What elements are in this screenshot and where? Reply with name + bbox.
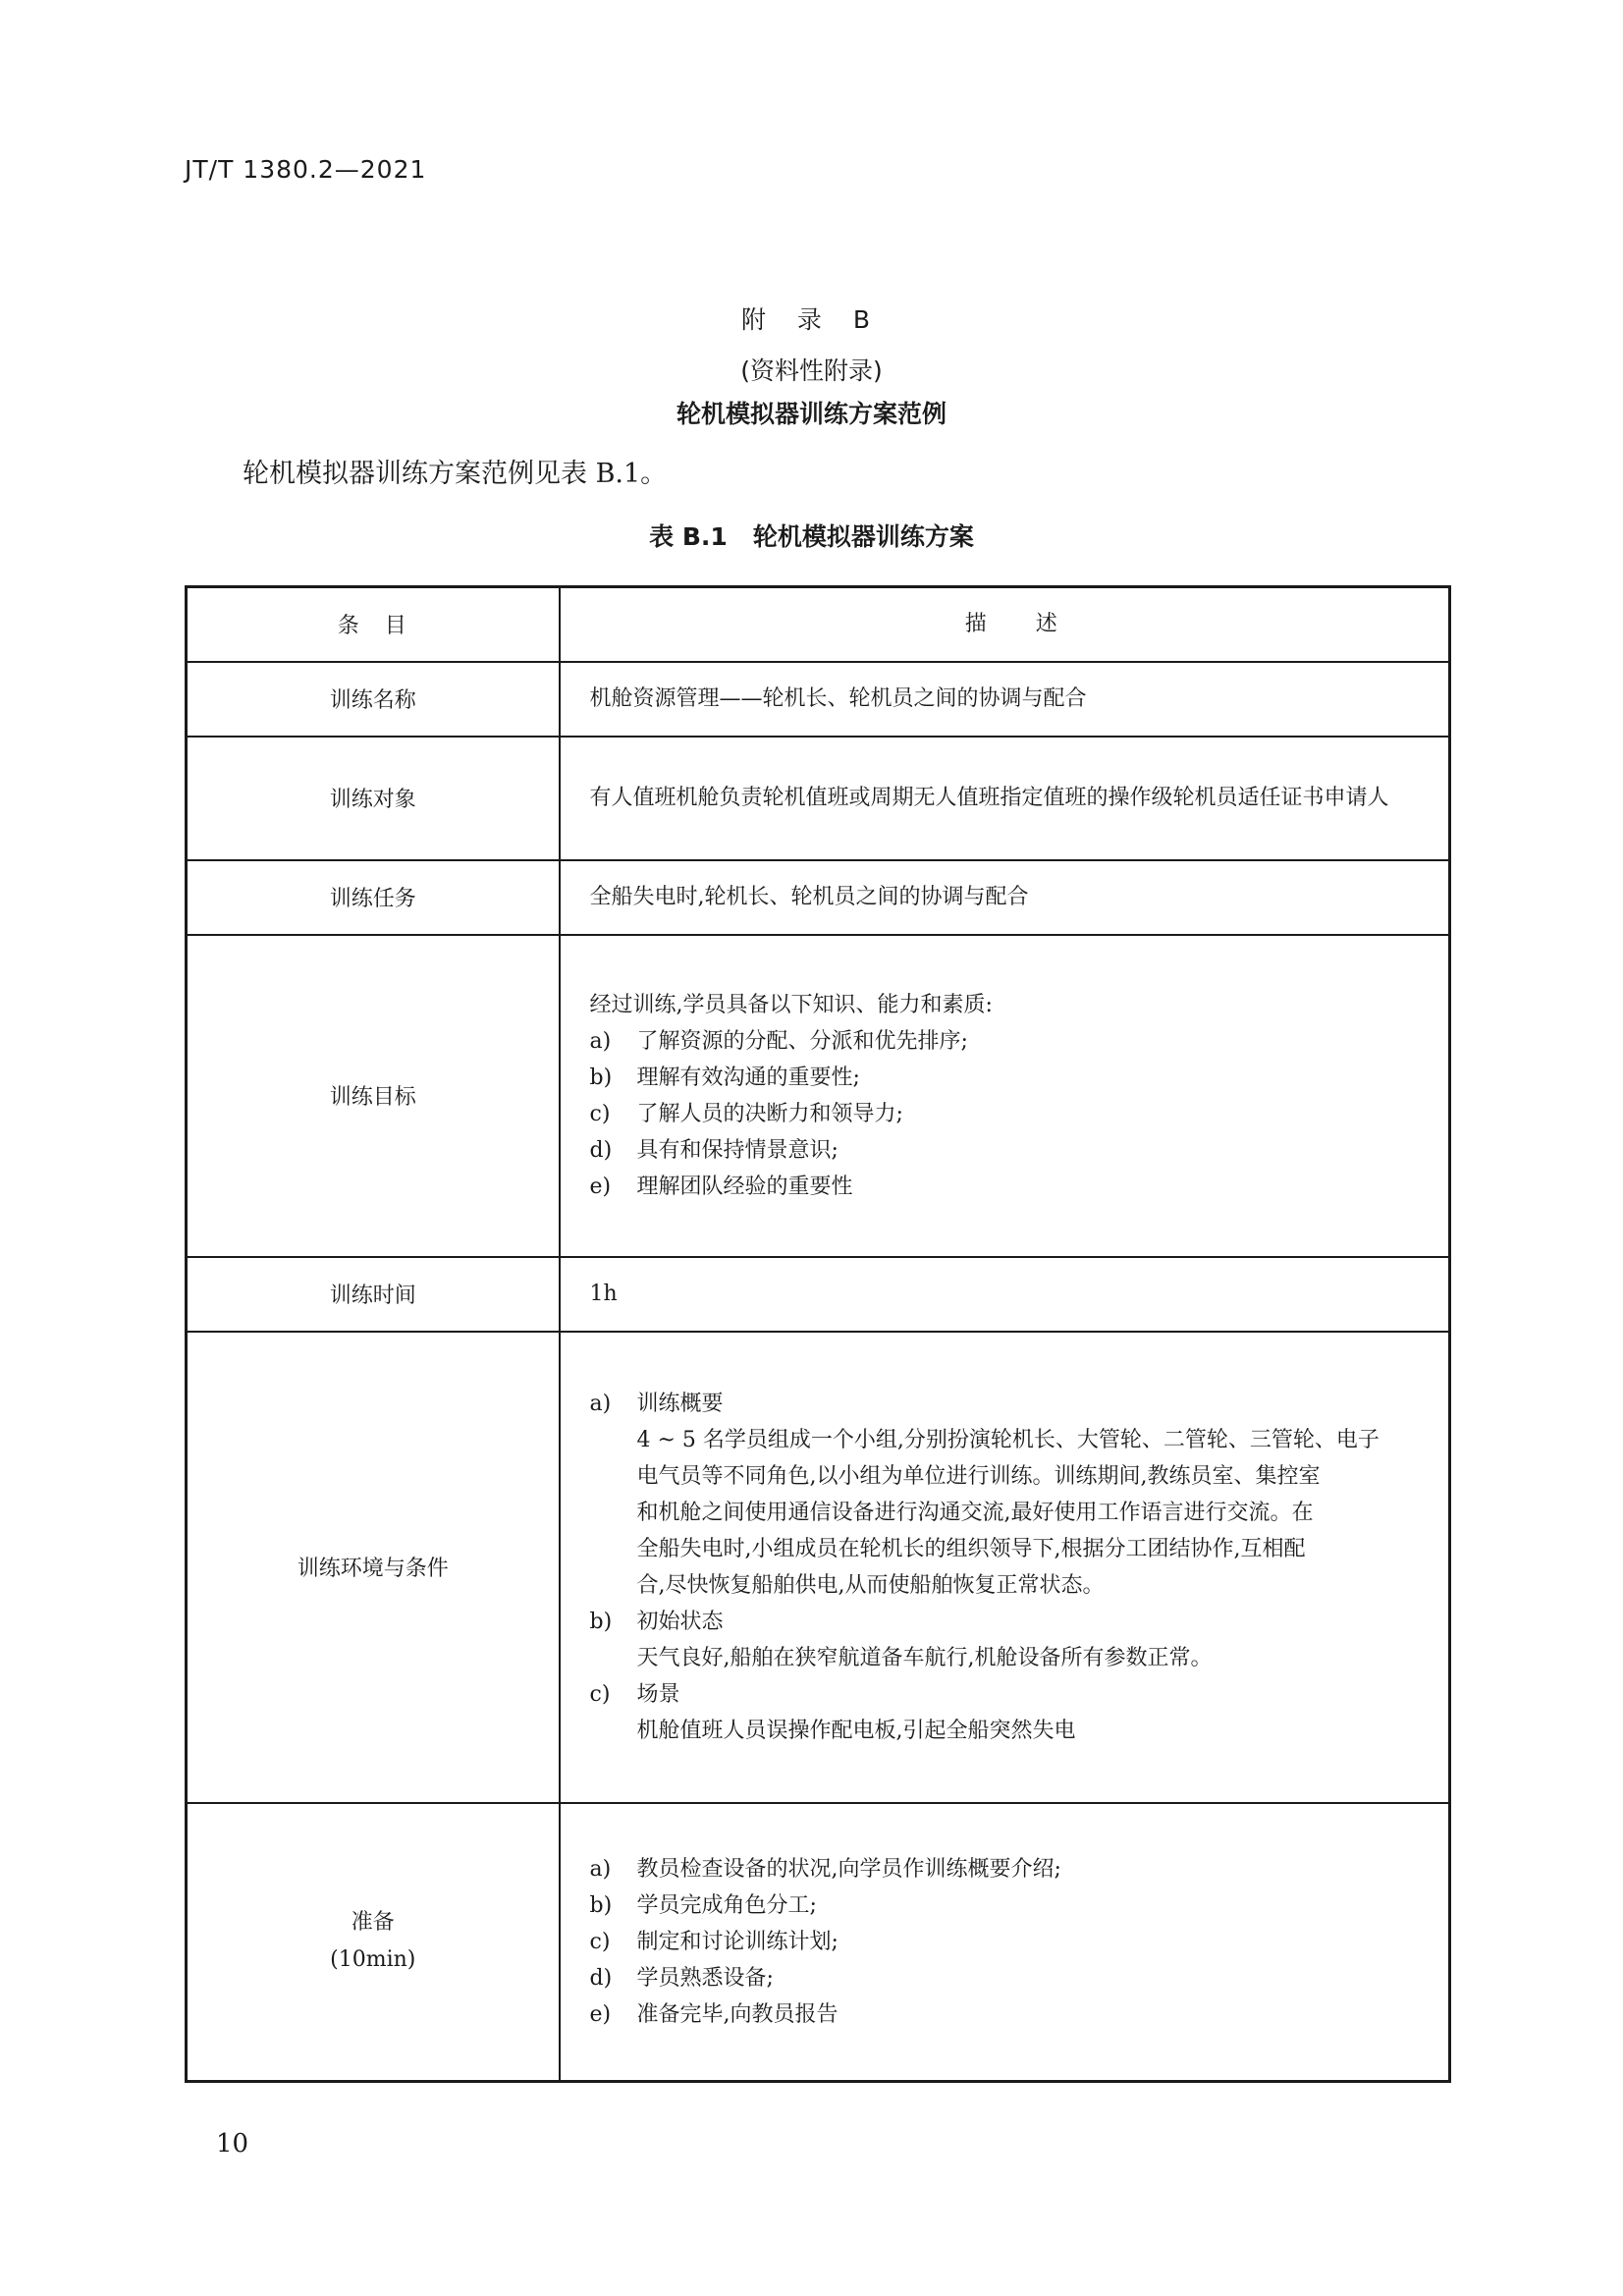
list-mark: b) [589,1609,613,1634]
list-item [590,1960,1435,1996]
list-mark: a) [589,1391,612,1416]
row-label-sub: (10min) [330,1947,416,1973]
list-detail [590,1713,1435,1749]
table-row [187,662,1450,737]
table-row [187,860,1450,935]
row-label-main: 准备 [351,1910,395,1936]
list-item [590,1676,1435,1713]
list-item [590,1169,1435,1205]
list-text: 教员检查设备的状况,向学员作训练概要介绍; [636,1856,1061,1882]
row-label: 训练名称 [187,662,560,737]
table-row [187,1257,1450,1332]
row-label: 训练对象 [187,737,560,860]
list-mark: e) [589,1174,612,1199]
row-text [560,1803,1450,2082]
detail-line: 4 ~ 5 名学员组成一个小组,分别扮演轮机长、大管轮、二管轮、三管轮、电子 [636,1427,1380,1452]
row-text: 全船失电时,轮机长、轮机员之间的协调与配合 [560,860,1450,935]
table-row [187,1803,1450,2082]
list-item [590,1604,1435,1640]
list-item [590,1996,1435,2033]
list-text: 学员熟悉设备; [636,1965,774,1991]
list-text: 制定和讨论训练计划; [636,1929,839,1954]
table-caption: 表 B.1 轮机模拟器训练方案 [649,522,974,551]
table-row [187,737,1450,860]
detail-line: 全船失电时,小组成员在轮机长的组织领导下,根据分工团结协作,互相配 [636,1536,1306,1561]
row-label [187,1803,560,2082]
table-row [187,935,1450,1257]
appendix-type: (资料性附录) [740,356,883,385]
header-description: 描 述 [560,587,1450,662]
list-detail [590,1422,1435,1604]
list-mark: a) [589,1856,612,1882]
conditions-list [590,1386,1435,1749]
list-text: 准备完毕,向教员报告 [636,2001,839,2027]
row-text: 1h [560,1257,1450,1332]
standard-number: JT/T 1380.2—2021 [185,155,427,184]
row-text: 机舱资源管理——轮机长、轮机员之间的协调与配合 [560,662,1450,737]
list-item [590,1887,1435,1924]
list-mark: d) [589,1137,613,1163]
list-text: 了解资源的分配、分派和优先排序; [636,1028,968,1054]
list-detail [590,1640,1435,1676]
intro-paragraph: 轮机模拟器训练方案范例见表 B.1。 [243,459,668,489]
objective-lead: 经过训练,学员具备以下知识、能力和素质: [589,992,993,1017]
appendix-name: 轮机模拟器训练方案范例 [676,400,947,428]
list-item [590,1096,1435,1132]
training-plan-table [185,585,1451,2083]
list-item [590,1023,1435,1060]
objective-list [590,1023,1435,1205]
list-text: 场景 [636,1681,680,1707]
row-label: 训练时间 [187,1257,560,1332]
row-label: 训练环境与条件 [187,1332,560,1803]
list-item [590,1851,1435,1887]
list-item [590,1060,1435,1096]
header-item: 条 目 [187,587,560,662]
list-text: 理解有效沟通的重要性; [636,1065,860,1090]
detail-line: 机舱值班人员误操作配电板,引起全船突然失电 [636,1718,1076,1743]
list-mark: c) [589,1929,611,1954]
list-text: 学员完成角色分工; [636,1892,817,1918]
list-text: 理解团队经验的重要性 [636,1174,853,1199]
page-number: 10 [216,2129,249,2159]
list-mark: c) [589,1681,611,1707]
row-label: 训练任务 [187,860,560,935]
detail-line: 电气员等不同角色,以小组为单位进行训练。训练期间,教练员室、集控室 [636,1463,1321,1489]
detail-line: 和机舱之间使用通信设备进行沟通交流,最好使用工作语言进行交流。在 [636,1500,1314,1525]
list-text: 具有和保持情景意识; [636,1137,839,1163]
list-mark: a) [589,1028,612,1054]
list-text: 训练概要 [636,1391,724,1416]
detail-line: 天气良好,船舶在狭窄航道备车航行,机舱设备所有参数正常。 [636,1645,1213,1670]
row-text [560,935,1450,1257]
appendix-title: 附 录 B [740,305,883,334]
list-item [590,1132,1435,1169]
list-item [590,1924,1435,1960]
list-text: 初始状态 [636,1609,724,1634]
row-text [560,1332,1450,1803]
list-mark: b) [589,1065,613,1090]
table-row [187,1332,1450,1803]
row-label: 训练目标 [187,935,560,1257]
list-text: 了解人员的决断力和领导力; [636,1101,903,1126]
list-mark: e) [589,2001,612,2027]
list-mark: b) [589,1892,613,1918]
row-text: 有人值班机舱负责轮机值班或周期无人值班指定值班的操作级轮机员适任证书申请人 [560,737,1450,860]
list-mark: c) [589,1101,611,1126]
detail-line: 合,尽快恢复船舶供电,从而使船舶恢复正常状态。 [636,1572,1105,1598]
preparation-list [590,1851,1435,2033]
list-item [590,1386,1435,1422]
table-header-row [187,587,1450,662]
list-mark: d) [589,1965,613,1991]
